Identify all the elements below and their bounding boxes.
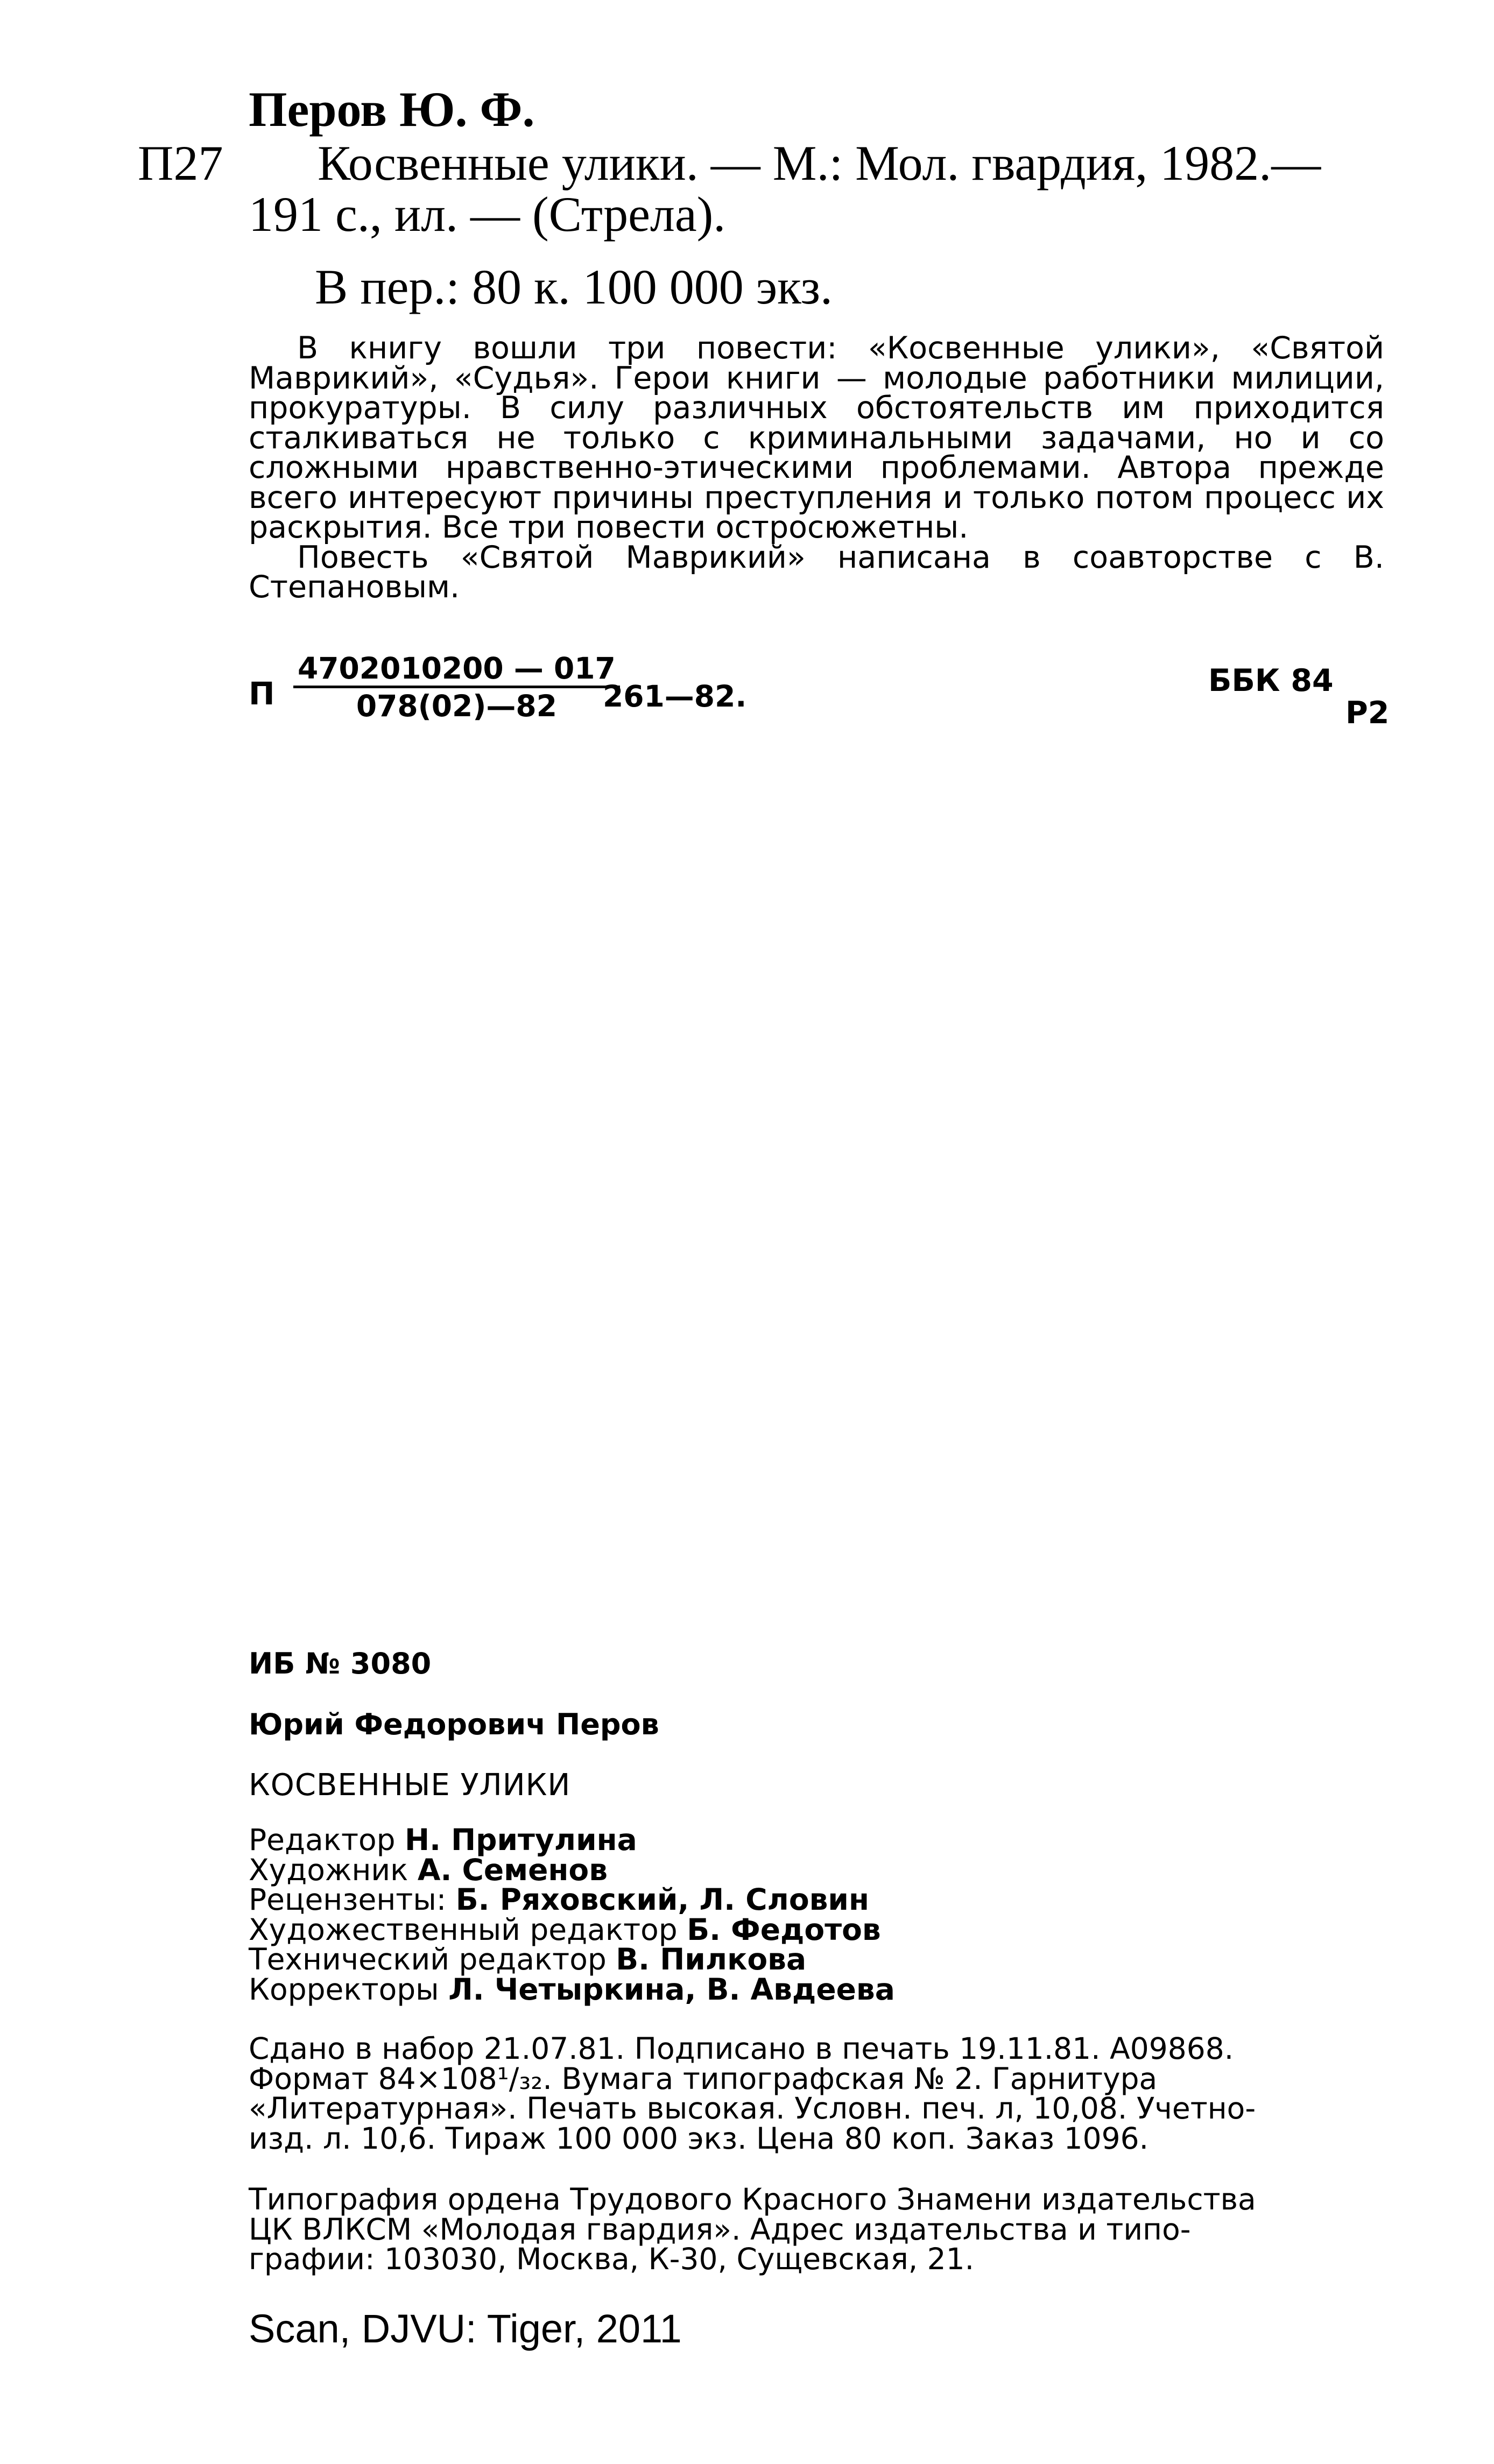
book-title: КОСВЕННЫЕ УЛИКИ [249, 1768, 571, 1803]
print-info-line: «Литературная». Печать высокая. Условн. печ. л, 10,08. Учетно- [249, 2091, 1256, 2126]
bbk-sub: Р2 [1345, 695, 1390, 731]
catalog-code: П27 [138, 136, 223, 190]
printer-line: графии: 103030, Москва, К-30, Сущевская, 21. [249, 2242, 975, 2276]
credits-list [249, 1823, 895, 2007]
author-full-name: Юрий Федорович Перов [249, 1707, 659, 1741]
index-numerator: 4702010200 — 017 [293, 651, 620, 688]
credit-line: Художественный редактор Б. Федотов [249, 1912, 881, 1947]
print-info-line: изд. л. 10,6. Тираж 100 000 экз. Цена 80 коп. Заказ 1096. [249, 2121, 1149, 2156]
scan-credit: Scan, DJVU: Tiger, 2011 [249, 2306, 682, 2351]
printer-info [249, 2182, 1384, 2276]
ib-number: ИБ № 3080 [249, 1647, 432, 1681]
credit-line: Корректоры Л. Четыркина, В. Авдеева [249, 1972, 895, 2007]
print-info [249, 2031, 1384, 2156]
index-denominator: 078(02)—82 [356, 689, 557, 723]
title-line: Косвенные улики. — М.: Мол. гвардия, 1982.— [318, 136, 1321, 190]
printer-line: Типография ордена Трудового Красного Знамени издательства [249, 2182, 1256, 2216]
credit-line: Технический редактор В. Пилкова [249, 1942, 807, 1976]
series-line: 191 с., ил. — (Стрела). [249, 187, 726, 242]
print-info-line: Сдано в набор 21.07.81. Подписано в печать 19.11.81. А09868. [249, 2031, 1234, 2066]
annotation [249, 330, 1384, 605]
annotation-paragraph: Повесть «Святой Маврикий» написана в соавторстве с В. Степановым. [249, 539, 1384, 605]
index-fraction [293, 651, 620, 724]
credit-line: Художник А. Семенов [249, 1852, 608, 1887]
printer-line: ЦК ВЛКСМ «Молодая гвардия». Адрес издательства и типо- [249, 2212, 1191, 2247]
price-line: В пер.: 80 к. 100 000 экз. [315, 259, 833, 314]
print-info-line: Формат 84×108¹/₃₂. Вумага типографская № 2. Гарнитура [249, 2061, 1158, 2096]
author-name: Перов Ю. Ф. [249, 82, 535, 137]
index-prefix: П [249, 675, 275, 712]
bbk-label: ББК 84 [1208, 663, 1334, 698]
credit-line: Рецензенты: Б. Ряховский, Л. Словин [249, 1882, 869, 1917]
annotation-paragraph: В книгу вошли три повести: «Косвенные улики», «Святой Маврикий», «Судья». Герои книги — молодые работники милиции, прокуратуры. В силу различных обстоятельств им приходится сталкиваться не только с криминальными задачами, но и со сложными нравственно-этическими проблемами. Автора прежде всего интересуют причины преступления и только потом процесс их раскрытия. Все три повести остросюжетны. [249, 330, 1384, 545]
index-suffix: 261—82. [603, 679, 747, 714]
credit-line: Редактор Н. Притулина [249, 1823, 637, 1857]
